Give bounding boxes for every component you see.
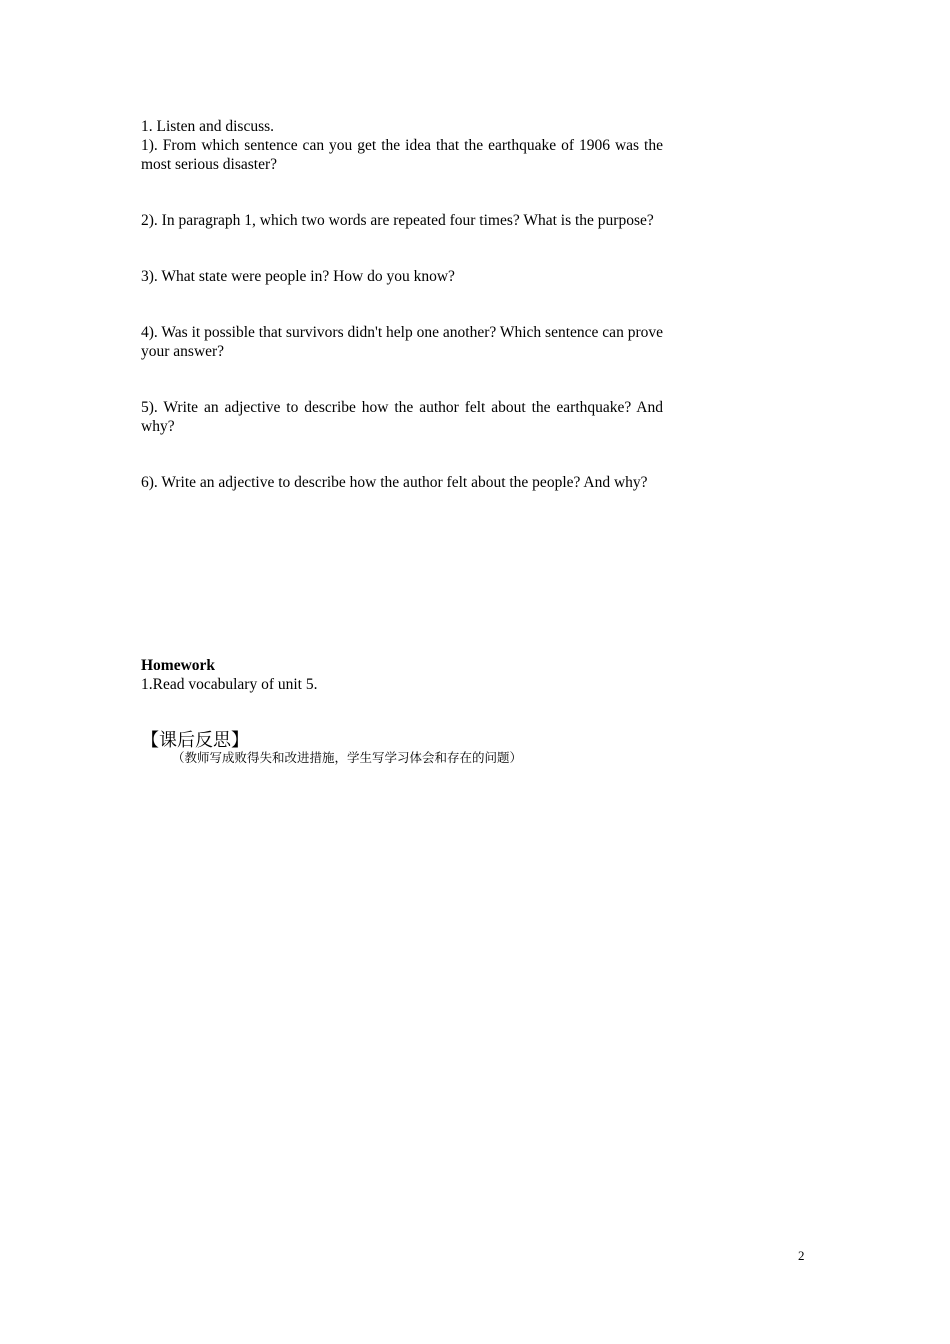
question-5: 5). Write an adjective to describe how the author felt about the earthquake? And why? [141,399,663,435]
homework-item: 1.Read vocabulary of unit 5. [141,676,318,693]
discussion-section [141,117,663,529]
question-2: 2). In paragraph 1, which two words are repeated four times? What is the purpose? [141,212,654,229]
question-1: 1). From which sentence can you get the idea that the earthquake of 1906 was the most serious disaster? [141,137,663,173]
section-title: 1. Listen and discuss. [141,118,275,135]
question-6: 6). Write an adjective to describe how the author felt about the people? And why? [141,474,648,491]
page-number: 2 [798,1248,805,1263]
reflection-note: （教师写成败得失和改进措施，学生写学习体会和存在的问题） [172,750,523,765]
reflection-title: 【课后反思】 [141,730,249,751]
homework-heading: Homework [141,657,216,674]
question-4: 4). Was it possible that survivors didn't help one another? Which sentence can prove your answer? [141,324,663,360]
question-3: 3). What state were people in? How do you know? [141,268,455,285]
